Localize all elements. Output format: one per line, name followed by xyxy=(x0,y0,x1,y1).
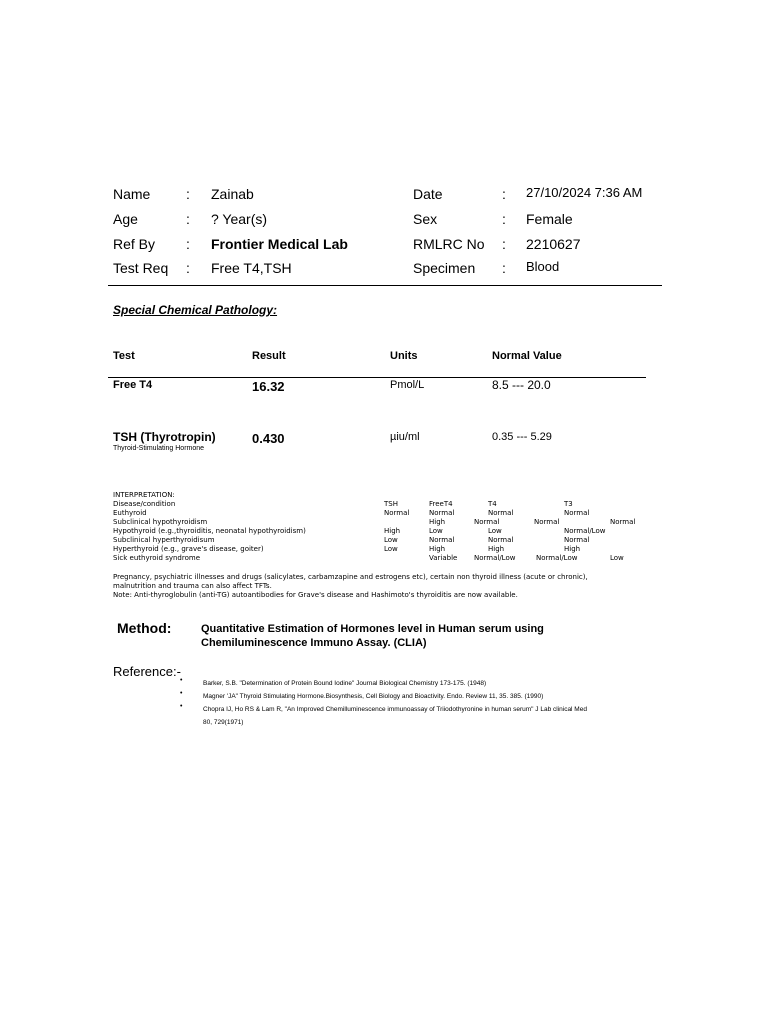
date-sep: : xyxy=(502,186,506,202)
bullet-icon: • xyxy=(180,690,183,697)
age-label: Age xyxy=(113,211,138,227)
name-value: Zainab xyxy=(211,186,254,202)
interp-cell: Normal/Low xyxy=(536,554,578,562)
method-description xyxy=(201,622,544,650)
interpretation-conditions xyxy=(113,500,306,563)
interp-col-t4 xyxy=(474,500,516,563)
condition-row: Euthyroid xyxy=(113,509,147,517)
specimen-value: Blood xyxy=(526,259,560,274)
col-header-units: Units xyxy=(390,350,418,362)
test-result: 0.430 xyxy=(252,431,285,446)
note-line: malnutrition and trauma can also affect TFTs. xyxy=(113,582,272,590)
specimen-label: Specimen xyxy=(413,260,476,276)
rmlrc-label: RMLRC No xyxy=(413,236,485,252)
interp-cell: Normal xyxy=(429,536,455,544)
interp-cell: Normal xyxy=(564,536,590,544)
condition-row: Subclinical hypothyroidism xyxy=(113,518,208,526)
age-value: ? Year(s) xyxy=(211,211,268,227)
testreq-label: Test Req xyxy=(113,260,169,276)
table-header-divider xyxy=(108,377,646,378)
name-label: Name xyxy=(113,186,151,202)
reference-item: Magner 'JA" Thyroid Stimulating Hormone.Biosynthesis, Cell Biology and Bioactivity. Endo. Review 11, 35. 385. (1990) xyxy=(203,693,544,700)
specimen-sep: : xyxy=(502,260,506,276)
rmlrc-sep: : xyxy=(502,236,506,252)
interp-col-t3 xyxy=(534,500,606,563)
section-title: Special Chemical Pathology: xyxy=(113,303,278,317)
interp-cell: Normal/Low xyxy=(564,527,606,535)
test-normal: 8.5 --- 20.0 xyxy=(492,378,551,392)
col-header-normal: Normal Value xyxy=(492,350,562,362)
interp-cell: High xyxy=(488,545,505,553)
condition-row: Subclinical hyperthyroidisum xyxy=(113,536,215,544)
test-name: Free T4 xyxy=(113,379,153,391)
interpretation-notes xyxy=(113,573,588,600)
date-value: 27/10/2024 7:36 AM xyxy=(526,185,643,200)
refby-sep: : xyxy=(186,236,190,252)
interp-cell: High xyxy=(429,518,446,526)
method-line: Chemiluminescence Immuno Assay. (CLIA) xyxy=(201,637,427,649)
col-header-result: Result xyxy=(252,350,286,362)
interp-col-tsh xyxy=(384,500,409,554)
reference-item: 80, 729(1971) xyxy=(203,719,244,726)
date-label: Date xyxy=(413,186,443,202)
interp-cell: Normal xyxy=(488,509,514,517)
interp-cell: Normal xyxy=(474,518,500,526)
interp-extra-cell: Normal xyxy=(610,518,636,526)
reference-label: Reference:- xyxy=(113,664,181,679)
reference-item: Chopra IJ, Ho RS & Lam R, "An Improved Chemilluminescence immunoassay of Triiodothyronine in human serum" J Lab clinical Med xyxy=(203,706,587,713)
interp-cell: High xyxy=(429,545,446,553)
interp-cell: High xyxy=(384,527,401,535)
interp-cell: High xyxy=(564,545,581,553)
sex-value: Female xyxy=(526,211,573,227)
rmlrc-value: 2210627 xyxy=(526,236,581,252)
interp-col-freet4 xyxy=(429,500,457,563)
interp-cell: Normal xyxy=(488,536,514,544)
condition-row: Sick euthyroid syndrome xyxy=(113,554,201,562)
interp-cell: Low xyxy=(429,527,443,535)
interpretation-title: INTERPRETATION: xyxy=(113,491,175,499)
col-header-test: Test xyxy=(113,350,135,362)
name-sep: : xyxy=(186,186,190,202)
condition-row: Hyperthyroid (e.g., grave's disease, goiter) xyxy=(113,545,264,553)
test-name: TSH (Thyrotropin) xyxy=(113,430,216,444)
interp-cell: T4 xyxy=(488,500,497,508)
method-line: Quantitative Estimation of Hormones level in Human serum using xyxy=(201,623,544,635)
refby-value: Frontier Medical Lab xyxy=(211,236,348,252)
interp-cell: Normal xyxy=(534,518,560,526)
test-units: µiu/ml xyxy=(390,431,420,443)
interp-cell: Low xyxy=(488,527,502,535)
bullet-icon: • xyxy=(180,677,183,684)
condition-row: Disease/condition xyxy=(113,500,176,508)
interp-cell: Normal/Low xyxy=(474,554,516,562)
refby-label: Ref By xyxy=(113,236,156,252)
interp-cell: T3 xyxy=(564,500,573,508)
age-sep: : xyxy=(186,211,190,227)
note-line: Pregnancy, psychiatric illnesses and drugs (salicylates, carbamzapine and estrogens etc), certain non thyroid illness (acute or chronic), xyxy=(113,573,588,581)
interp-cell: FreeT4 xyxy=(429,500,453,508)
interp-cell: Normal xyxy=(384,509,410,517)
note-line: Note: Anti-thyroglobulin (anti-TG) autoantibodies for Grave's disease and Hashimoto's thyroiditis are now available. xyxy=(113,591,518,599)
testreq-sep: : xyxy=(186,260,190,276)
interp-cell: Normal xyxy=(564,509,590,517)
bullet-icon: • xyxy=(180,703,183,710)
header-divider xyxy=(108,285,662,286)
interp-cell: Normal xyxy=(429,509,455,517)
interp-cell: Low xyxy=(384,545,398,553)
test-normal: 0.35 --- 5.29 xyxy=(492,431,552,443)
test-units: Pmol/L xyxy=(390,379,425,391)
reference-item: Barker, S.B. "Determination of Protein Bound Iodine" Journal Biological Chemistry 173-175. (1948) xyxy=(203,680,487,687)
method-label: Method: xyxy=(117,620,172,636)
test-result: 16.32 xyxy=(252,379,285,394)
interp-cell: TSH xyxy=(384,500,398,508)
interp-cell: Variable xyxy=(429,554,458,562)
interp-cell: Low xyxy=(384,536,398,544)
condition-row: Hypothyroid (e.g.,thyroiditis, neonatal hypothyroidism) xyxy=(113,527,306,535)
sex-label: Sex xyxy=(413,211,438,227)
test-subtitle: Thyroid-Stimulating Hormone xyxy=(113,445,205,452)
testreq-value: Free T4,TSH xyxy=(211,260,292,276)
interp-cell-empty xyxy=(384,518,409,527)
sex-sep: : xyxy=(502,211,506,227)
interp-extra-cell: Low xyxy=(610,554,624,562)
